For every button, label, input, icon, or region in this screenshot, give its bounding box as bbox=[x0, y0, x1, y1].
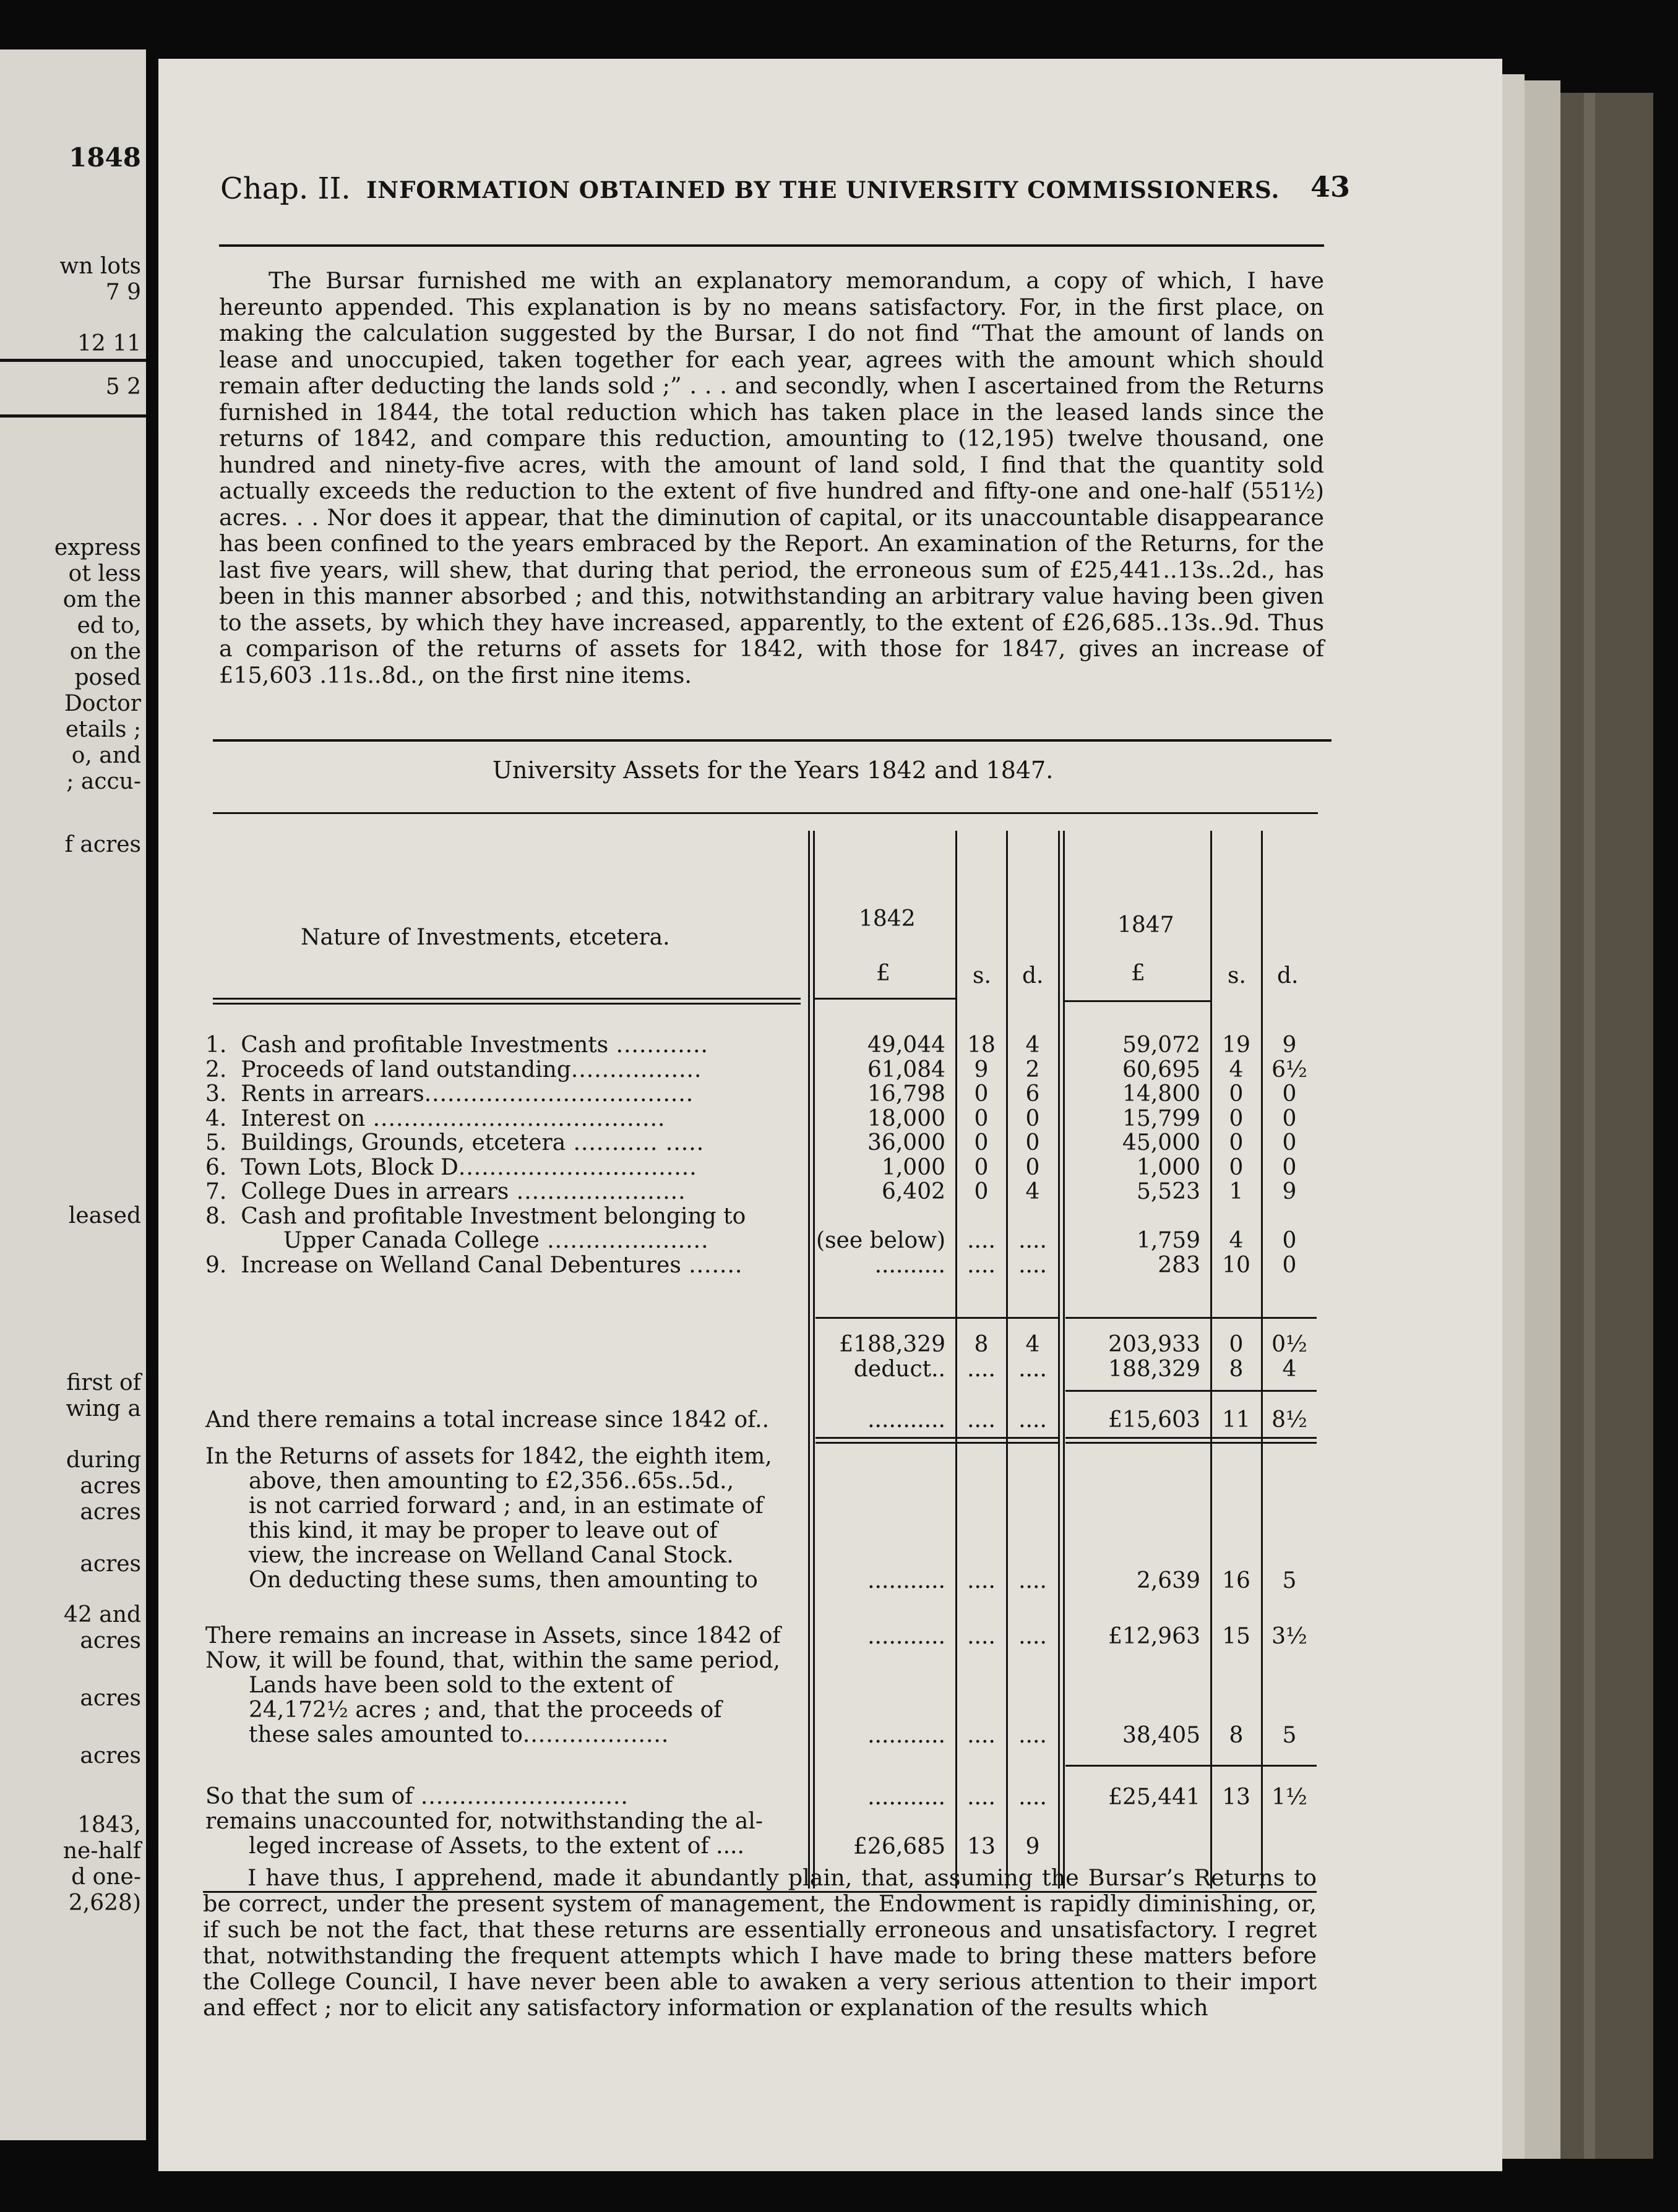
item-1847-pence: 0 bbox=[1282, 1130, 1297, 1155]
sold-dots: ................... bbox=[522, 1722, 669, 1747]
item-leader-dots: ........... ..... bbox=[566, 1130, 705, 1155]
sold-1842-dots: ........... bbox=[867, 1723, 945, 1748]
facing-page-fragment: om the bbox=[62, 587, 141, 612]
item-1847-pence: 9 bbox=[1282, 1179, 1297, 1204]
item-1842-pounds: 49,044 bbox=[867, 1032, 945, 1058]
item-label: 4. Interest on bbox=[205, 1105, 366, 1131]
totals-rule bbox=[815, 1317, 1058, 1319]
facing-page-fragment: 12 11 bbox=[77, 331, 141, 356]
item-1847-pounds: 5,523 bbox=[1136, 1179, 1200, 1204]
facing-page-fragment: Doctor bbox=[64, 691, 141, 716]
book-cover-edge bbox=[1560, 93, 1653, 2159]
facing-page-fragment: ed to, bbox=[77, 613, 141, 638]
item-1842-pence: 4 bbox=[1025, 1179, 1040, 1204]
facing-page-fragment: etails ; bbox=[65, 717, 141, 742]
remains-1842-dots: ........... bbox=[867, 1624, 945, 1649]
sold-text-line: Lands have been sold to the extent of bbox=[249, 1673, 673, 1698]
item-label-line bbox=[205, 1032, 708, 1058]
returns-text-line: is not carried forward ; and, in an estimate of bbox=[249, 1493, 764, 1519]
item-label: 7. College Dues in arrears bbox=[205, 1179, 509, 1204]
item-leader-dots: ...................... bbox=[509, 1179, 686, 1204]
item-1842-pence: 6 bbox=[1025, 1081, 1040, 1107]
facing-page bbox=[0, 49, 146, 2140]
facing-page-fragment: o, and bbox=[71, 743, 141, 768]
sold-1847-pence: 5 bbox=[1282, 1723, 1297, 1748]
facing-page-fragment: ne-half bbox=[62, 1838, 141, 1864]
sum-dots: .... bbox=[967, 1785, 996, 1810]
item-leader-dots: ................................... bbox=[424, 1081, 694, 1107]
item-1847-pounds: 59,072 bbox=[1122, 1032, 1200, 1058]
sum-1842-dots: ........... bbox=[867, 1785, 945, 1810]
item-1842-pence: 4 bbox=[1025, 1032, 1040, 1058]
totals-rule bbox=[1065, 1317, 1317, 1319]
item-1842-shillings: .... bbox=[967, 1252, 996, 1278]
item-leader-dots: ..................... bbox=[539, 1228, 709, 1253]
item-1847-pence: 0 bbox=[1282, 1228, 1297, 1253]
item-label-line bbox=[205, 1081, 694, 1107]
facing-page-fragment: 1843, bbox=[77, 1812, 141, 1838]
nature-column-header: Nature of Investments, etcetera. bbox=[301, 925, 670, 950]
item-1842-shillings: .... bbox=[967, 1228, 996, 1253]
item-1847-shillings: 0 bbox=[1229, 1154, 1244, 1180]
intro-paragraph: The Bursar furnished me with an explanatory memorandum, a copy of which, I have hereunto appended. This explanation is by no means satisfactory. For, in the first place, on making the calculation suggested by the Bursar, I do not find “That the amount of lands on lease and unoccupied, taken together for each year, agrees with the amount which should remain after deducting the lands sold ;” . . . and secondly, when I ascertained from the Returns furnished in 1844, the total reduction which has taken place in the leased lands since the returns of 1842, and compare this reduction, amounting to (12,195) twelve thousand, one hundred and ninety-five acres, with the amount of land sold, I find that the quantity sold actually exceeds the reduction to the extent of five hundred and fifty-one and one-half (551½) acres. . . Nor does it appear, that the diminution of capital, or its unaccountable disappearance has been confined to the years embraced by the Report. An examination of the Returns, for the last five years, will shew, that during that period, the erroneous sum of £25,441..13s..2d., has been in this manner absorbed ; and this, notwithstanding an arbitrary value having been given to the assets, by which they have increased, apparently, to the extent of £26,685..13s..9d. Thus a comparison of the returns of assets for 1842, with those for 1847, gives an increase of £15,603 .11s..8d., on the first nine items. bbox=[219, 267, 1324, 688]
item-1842-shillings: 0 bbox=[974, 1154, 989, 1180]
returns-dots: .... bbox=[1018, 1568, 1047, 1593]
sold-1847-pounds: 38,405 bbox=[1122, 1723, 1200, 1748]
facing-page-fragment: on the bbox=[69, 639, 141, 664]
returns-text-line: On deducting these sums, then amounting to bbox=[249, 1567, 758, 1593]
facing-page-fragment: leased bbox=[68, 1203, 141, 1228]
book-page bbox=[158, 59, 1502, 2171]
item-1847-shillings: 4 bbox=[1229, 1057, 1244, 1082]
facing-page-fragment: ; accu- bbox=[66, 769, 141, 794]
deduct-1847-pence: 4 bbox=[1282, 1357, 1297, 1382]
sum-dots: ........................... bbox=[413, 1784, 629, 1809]
returns-1847-pounds: 2,639 bbox=[1136, 1568, 1200, 1593]
increase-underline bbox=[815, 1442, 1058, 1444]
deduct-dots: .... bbox=[1018, 1357, 1047, 1382]
facing-page-fragment: acres bbox=[80, 1473, 141, 1499]
item-label-line bbox=[205, 1179, 686, 1204]
item-1847-pounds: 15,799 bbox=[1122, 1105, 1200, 1131]
sold-text-line bbox=[249, 1723, 669, 1747]
unaccounted-1842-shillings: 13 bbox=[967, 1834, 996, 1859]
sum-1847-pence: 1½ bbox=[1271, 1785, 1307, 1810]
deduct-label: deduct.. bbox=[853, 1357, 945, 1382]
item-1847-shillings: 0 bbox=[1229, 1105, 1244, 1131]
header-underline bbox=[1064, 1000, 1210, 1002]
sum-rule bbox=[1065, 1765, 1317, 1767]
pound-header-1842: £ bbox=[876, 961, 890, 986]
total-1842-pounds: £188,329 bbox=[839, 1332, 945, 1357]
header-rule bbox=[219, 244, 1324, 247]
facing-page-fragment: ot less bbox=[68, 561, 141, 586]
item-1847-shillings: 0 bbox=[1229, 1081, 1244, 1107]
increase-underline bbox=[1065, 1437, 1317, 1439]
increase-1847-pounds: £15,603 bbox=[1108, 1407, 1200, 1433]
item-1847-shillings: 19 bbox=[1222, 1032, 1250, 1058]
item-1847-pounds: 1,759 bbox=[1136, 1228, 1200, 1253]
sold-text-line: Now, it will be found, that, within the same period, bbox=[205, 1648, 780, 1673]
sum-text-line bbox=[205, 1785, 629, 1809]
sold-dots: .... bbox=[967, 1723, 996, 1748]
item-1842-pence: 0 bbox=[1025, 1105, 1040, 1131]
item-1847-pence: 0 bbox=[1282, 1252, 1297, 1278]
pence-header-1847: d. bbox=[1277, 963, 1299, 988]
item-1847-shillings: 4 bbox=[1229, 1228, 1244, 1253]
item-1847-pence: 0 bbox=[1282, 1105, 1297, 1131]
returns-1847-shillings: 16 bbox=[1222, 1568, 1250, 1593]
item-1847-shillings: 0 bbox=[1229, 1130, 1244, 1155]
item-leader-dots: ....... bbox=[681, 1252, 743, 1278]
item-1847-pounds: 60,695 bbox=[1122, 1057, 1200, 1082]
returns-text-line: this kind, it may be proper to leave out of bbox=[249, 1518, 718, 1543]
facing-page-fragment: acres bbox=[80, 1743, 141, 1768]
item-1842-shillings: 0 bbox=[974, 1105, 989, 1131]
total-1847-shillings: 0 bbox=[1229, 1332, 1244, 1357]
table-title: University Assets for the Years 1842 and 1847. bbox=[493, 757, 1054, 784]
header-underline bbox=[213, 1003, 801, 1005]
item-label: 6. Town Lots, Block D bbox=[205, 1154, 458, 1180]
sum-1847-pounds: £25,441 bbox=[1108, 1785, 1200, 1810]
item-1842-pounds: 36,000 bbox=[867, 1130, 945, 1155]
increase-underline bbox=[815, 1437, 1058, 1439]
increase-rule bbox=[1065, 1390, 1317, 1392]
returns-1847-pence: 5 bbox=[1282, 1568, 1297, 1593]
item-1842-shillings: 0 bbox=[974, 1081, 989, 1107]
item-1847-shillings: 10 bbox=[1222, 1252, 1250, 1278]
table-column-rule bbox=[1063, 831, 1065, 1888]
item-label: 3. Rents in arrears bbox=[205, 1081, 424, 1107]
sold-dots: .... bbox=[1018, 1723, 1047, 1748]
sold-text-label: these sales amounted to bbox=[249, 1722, 523, 1747]
total-1847-pence: 0½ bbox=[1271, 1332, 1307, 1357]
item-1847-pounds: 45,000 bbox=[1122, 1130, 1200, 1155]
remains-1847-pounds: £12,963 bbox=[1108, 1624, 1200, 1649]
item-1842-pounds: 6,402 bbox=[881, 1179, 945, 1204]
shilling-header-1842: s. bbox=[973, 963, 991, 988]
facing-page-fragment: d one- bbox=[71, 1864, 141, 1890]
deduct-dots: .... bbox=[967, 1357, 996, 1382]
facing-page-fragment: f acres bbox=[64, 832, 141, 857]
item-label-line bbox=[205, 1204, 746, 1229]
item-1842-pounds: .......... bbox=[874, 1252, 945, 1278]
returns-dots: .... bbox=[967, 1568, 996, 1593]
item-label: 8. Cash and profitable Investment belonging to bbox=[205, 1203, 746, 1229]
item-label-line bbox=[205, 1106, 665, 1131]
table-column-rule bbox=[1058, 831, 1060, 1888]
deduct-1847-shillings: 8 bbox=[1229, 1357, 1244, 1382]
facing-page-fragment: acres bbox=[80, 1686, 141, 1711]
chapter-label: Chap. II. bbox=[220, 171, 351, 206]
returns-text-line: above, then amounting to £2,356..65s..5d., bbox=[249, 1468, 734, 1494]
item-1847-pence: 6½ bbox=[1271, 1057, 1307, 1082]
facing-page-fragment: acres bbox=[80, 1499, 141, 1525]
header-underline bbox=[814, 998, 955, 1000]
item-leader-dots: ............ bbox=[608, 1032, 708, 1058]
returns-text-line: view, the increase on Welland Canal Stock. bbox=[249, 1543, 734, 1568]
facing-page-fragment: posed bbox=[74, 665, 141, 690]
table-column-rule bbox=[808, 831, 810, 1888]
increase-underline bbox=[1065, 1442, 1317, 1444]
item-1847-pounds: 1,000 bbox=[1136, 1154, 1200, 1180]
item-1842-pence: 0 bbox=[1025, 1130, 1040, 1155]
facing-page-fragment: wing a bbox=[66, 1396, 141, 1421]
unaccounted-1842-pounds: £26,685 bbox=[853, 1834, 945, 1859]
unaccounted-text-line: leged increase of Assets, to the extent of .... bbox=[249, 1833, 744, 1859]
facing-page-fragment: 5 2 bbox=[105, 374, 141, 400]
item-label: Upper Canada College bbox=[205, 1228, 540, 1253]
returns-text-line: In the Returns of assets for 1842, the eighth item, bbox=[205, 1444, 772, 1469]
item-1842-pounds: 16,798 bbox=[867, 1081, 945, 1107]
shilling-header-1847: s. bbox=[1228, 963, 1246, 988]
closing-paragraph: I have thus, I apprehend, made it abundantly plain, that, assuming the Bursar’s Returns to be correct, under the present system of management, the Endowment is rapidly diminishing, or, if such be not the fact, that these returns are essentially erroneous and unsatisfactory. I regret that, notwithstanding the frequent attempts which I have made to bring these matters before the College Council, I have never been able to awaken a very serious attention to their import and effect ; nor to elicit any satisfactory information or explanation of the results which bbox=[203, 1864, 1317, 2021]
sum-1847-shillings: 13 bbox=[1222, 1785, 1250, 1810]
increase-1847-pence: 8½ bbox=[1271, 1407, 1307, 1433]
facing-page-rule bbox=[0, 359, 146, 362]
item-label: 9. Increase on Welland Canal Debentures bbox=[205, 1252, 681, 1278]
year-1847-header: 1847 bbox=[1117, 912, 1174, 938]
increase-dots: .... bbox=[1018, 1407, 1047, 1433]
header-underline bbox=[213, 998, 801, 1000]
item-leader-dots: ................. bbox=[570, 1057, 702, 1082]
item-1842-shillings: 0 bbox=[974, 1130, 989, 1155]
item-label-line bbox=[205, 1155, 697, 1180]
item-label: 5. Buildings, Grounds, etcetera bbox=[205, 1130, 566, 1155]
sum-dots: .... bbox=[1018, 1785, 1047, 1810]
increase-label: And there remains a total increase since 1842 of.. bbox=[205, 1407, 770, 1433]
remains-dots: .... bbox=[967, 1624, 996, 1649]
item-1842-shillings: 0 bbox=[974, 1179, 989, 1204]
facing-page-fragment: wn lots bbox=[59, 254, 141, 279]
page-number: 43 bbox=[1310, 170, 1351, 204]
item-label-line bbox=[205, 1253, 742, 1278]
item-label: 1. Cash and profitable Investments bbox=[205, 1032, 609, 1058]
facing-page-year: 1848 bbox=[69, 142, 141, 173]
item-1847-pounds: 14,800 bbox=[1122, 1081, 1200, 1107]
facing-page-fragment: express bbox=[54, 535, 141, 560]
item-1847-shillings: 1 bbox=[1229, 1179, 1244, 1204]
item-1842-pounds: (see below) bbox=[816, 1228, 945, 1253]
increase-dots: .... bbox=[967, 1407, 996, 1433]
item-1842-pounds: 61,084 bbox=[867, 1057, 945, 1082]
sold-text-line: 24,172¹⁄₂ acres ; and, that the proceeds of bbox=[249, 1697, 722, 1723]
unaccounted-text-line: remains unaccounted for, notwithstanding the al- bbox=[205, 1809, 764, 1834]
total-1842-pence: 4 bbox=[1025, 1332, 1040, 1357]
deduct-1847-pounds: 188,329 bbox=[1108, 1357, 1200, 1382]
increase-1842-dots: ........... bbox=[867, 1407, 945, 1433]
year-1842-header: 1842 bbox=[859, 906, 916, 932]
unaccounted-1842-pence: 9 bbox=[1025, 1834, 1040, 1859]
item-1842-pence: 2 bbox=[1025, 1057, 1040, 1082]
total-1847-pounds: 203,933 bbox=[1108, 1332, 1200, 1357]
table-column-rule bbox=[813, 831, 815, 1888]
facing-page-fragment: 2,628) bbox=[68, 1890, 141, 1916]
remains-1847-pence: 3½ bbox=[1271, 1624, 1307, 1649]
item-1842-pounds: 1,000 bbox=[881, 1154, 945, 1180]
remains-dots: .... bbox=[1018, 1624, 1047, 1649]
facing-page-fragment: acres bbox=[80, 1628, 141, 1653]
item-1842-pounds: 18,000 bbox=[867, 1105, 945, 1131]
facing-page-fragment: 7 9 bbox=[105, 280, 141, 305]
item-label-line bbox=[205, 1228, 709, 1253]
item-1847-pence: 0 bbox=[1282, 1081, 1297, 1107]
item-1847-pounds: 283 bbox=[1158, 1252, 1200, 1278]
facing-page-fragment: 42 and bbox=[64, 1602, 141, 1627]
item-1842-pence: .... bbox=[1018, 1228, 1047, 1253]
page-edges bbox=[1525, 80, 1560, 2159]
remains-1847-shillings: 15 bbox=[1222, 1624, 1250, 1649]
total-1842-shillings: 8 bbox=[974, 1332, 989, 1357]
pence-header-1842: d. bbox=[1022, 963, 1044, 988]
item-1847-pence: 9 bbox=[1282, 1032, 1297, 1058]
remains-text: There remains an increase in Assets, since 1842 of bbox=[205, 1623, 781, 1648]
section-rule bbox=[213, 739, 1332, 742]
returns-1842-dots: ........... bbox=[867, 1568, 945, 1593]
facing-page-fragment: acres bbox=[80, 1551, 141, 1577]
item-1842-shillings: 18 bbox=[967, 1032, 996, 1058]
facing-page-fragment: during bbox=[66, 1447, 141, 1473]
item-1847-pence: 0 bbox=[1282, 1154, 1297, 1180]
item-label-line bbox=[205, 1057, 702, 1082]
sold-1847-shillings: 8 bbox=[1229, 1723, 1244, 1748]
increase-1847-shillings: 11 bbox=[1222, 1407, 1250, 1433]
item-label: 2. Proceeds of land outstanding bbox=[205, 1057, 571, 1082]
sum-text-label: So that the sum of bbox=[205, 1784, 413, 1809]
facing-page-rule bbox=[0, 414, 146, 418]
item-leader-dots: ............................... bbox=[458, 1154, 697, 1180]
facing-page-fragment: first of bbox=[66, 1370, 141, 1395]
item-1842-shillings: 9 bbox=[974, 1057, 989, 1082]
table-top-rule bbox=[213, 812, 1318, 814]
item-leader-dots: ...................................... bbox=[365, 1105, 666, 1131]
running-title: INFORMATION OBTAINED BY THE UNIVERSITY COMMISSIONERS. bbox=[366, 176, 1280, 204]
item-1842-pence: .... bbox=[1018, 1252, 1047, 1278]
item-label-line bbox=[205, 1130, 704, 1155]
item-1842-pence: 0 bbox=[1025, 1154, 1040, 1180]
pound-header-1847: £ bbox=[1131, 961, 1145, 986]
